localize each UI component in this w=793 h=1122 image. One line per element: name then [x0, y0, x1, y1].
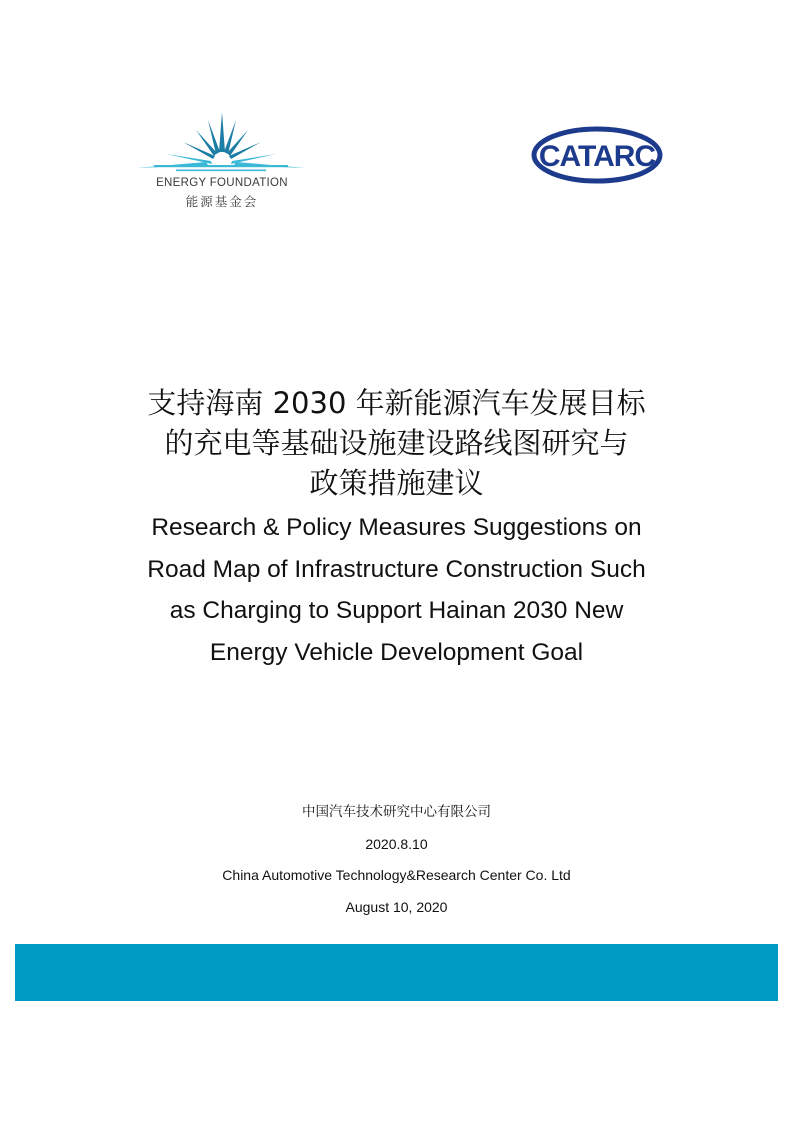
title-en-line: Energy Vehicle Development Goal — [209, 638, 584, 666]
date-numeric: 2020.8.10 — [365, 835, 428, 852]
catarc-logo — [530, 126, 664, 184]
energy-foundation-logo — [136, 112, 306, 212]
energy-foundation-name-en: ENERGY FOUNDATION — [156, 177, 288, 189]
organization-name-cn: 中国汽车技术研究中心有限公司 — [302, 804, 491, 820]
organization-name-en: China Automotive Technology&Research Center Co. Ltd — [222, 867, 571, 883]
title-chinese — [60, 383, 733, 503]
footer-color-band — [15, 944, 778, 1001]
title-en-line: as Charging to Support Hainan 2030 New — [169, 597, 624, 624]
title-en-line: Research & Policy Measures Suggestions on — [151, 514, 642, 541]
energy-foundation-name-cn: 能源基金会 — [185, 194, 259, 209]
title-cn-line: 支持海南 2030 年新能源汽车发展目标 — [147, 386, 646, 420]
title-cn-line: 的充电等基础设施建设路线图研究与 — [164, 426, 629, 460]
energy-foundation-star-icon — [136, 112, 306, 174]
title-cn-line: 政策措施建议 — [309, 466, 484, 500]
date-english: August 10, 2020 — [345, 898, 448, 915]
catarc-logo-text: CATARC — [538, 140, 656, 173]
title-en-line: Road Map of Infrastructure Construction Such — [147, 555, 646, 583]
title-english — [60, 507, 733, 673]
organization-block — [100, 802, 693, 928]
